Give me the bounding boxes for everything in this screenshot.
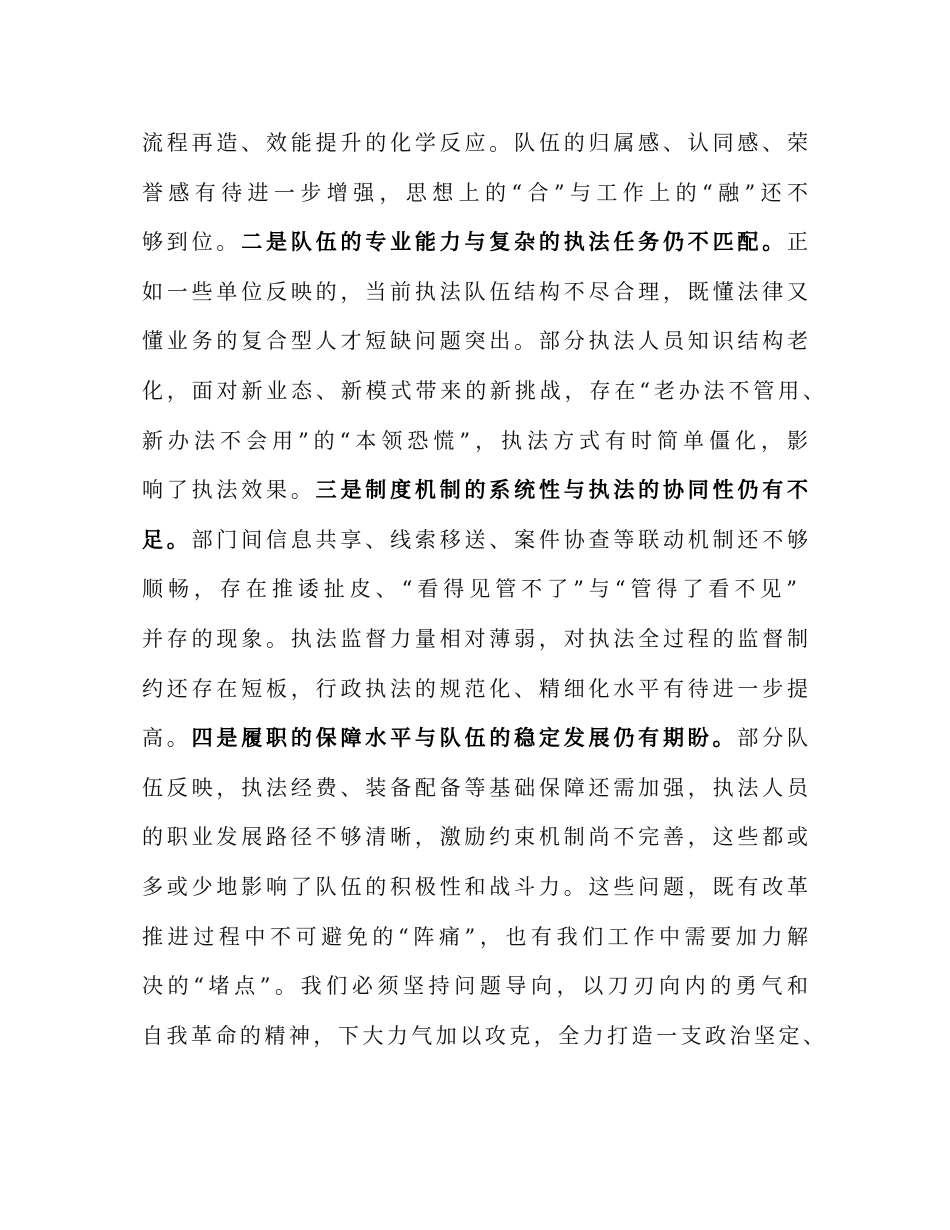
text-segment: 流程再造、效能提升的化学反应。队伍的归属感、认同感、荣 bbox=[142, 131, 808, 155]
text-segment: 响了执法效果。 bbox=[142, 478, 316, 503]
bold-heading-point-three: 三是制度机制的系统性与执法的协同性仍有不 bbox=[315, 478, 809, 503]
text-line bbox=[142, 516, 808, 566]
text-segment: 懂业务的复合型人才短缺问题突出。部分执法人员知识结构老 bbox=[142, 329, 808, 354]
text-segment: 如一些单位反映的，当前执法队伍结构不尽合理，既懂法律又 bbox=[142, 279, 808, 304]
text-line bbox=[142, 417, 808, 467]
text-line bbox=[142, 615, 808, 665]
text-line bbox=[142, 119, 808, 169]
text-line bbox=[142, 962, 808, 1012]
text-line bbox=[142, 367, 824, 417]
text-segment: 化，面对新业态、新模式带来的新挑战，存在“老办法不管用、 bbox=[142, 378, 824, 403]
text-line bbox=[142, 714, 808, 764]
text-segment: 部门间信息共享、线索移送、案件协查等联动机制还不够 bbox=[191, 527, 809, 552]
text-line bbox=[142, 1012, 824, 1062]
text-segment: 部分队 bbox=[737, 726, 809, 751]
text-segment: 决的“堵点”。我们必须坚持问题导向，以刀刃向内的勇气和 bbox=[142, 974, 808, 999]
text-line bbox=[142, 268, 808, 318]
text-segment: 高。 bbox=[142, 726, 192, 751]
text-line bbox=[142, 863, 808, 913]
text-segment: 誉感有待进一步增强，思想上的“合”与工作上的“融”还不 bbox=[142, 180, 808, 205]
text-line bbox=[142, 764, 808, 814]
text-segment: 并存的现象。执法监督力量相对薄弱，对执法全过程的监督制 bbox=[142, 626, 808, 651]
text-line bbox=[142, 466, 808, 516]
text-segment: 顺畅，存在推诿扯皮、“看得见管不了”与“管得了看不见” bbox=[142, 577, 797, 602]
text-line bbox=[142, 813, 808, 863]
text-segment: 正 bbox=[787, 230, 809, 255]
text-segment: 自我革命的精神，下大力气加以攻克，全力打造一支政治坚定、 bbox=[142, 1023, 824, 1048]
text-segment: 多或少地影响了队伍的积极性和战斗力。这些问题，既有改革 bbox=[142, 874, 808, 899]
text-segment: 约还存在短板，行政执法的规范化、精细化水平有待进一步提 bbox=[142, 676, 808, 701]
text-segment: 推进过程中不可避免的“阵痛”，也有我们工作中需要加力解 bbox=[142, 924, 808, 949]
text-segment: 伍反映，执法经费、装备配备等基础保障还需加强，执法人员 bbox=[142, 775, 808, 800]
text-line bbox=[142, 317, 808, 367]
text-line bbox=[142, 169, 808, 219]
text-line bbox=[142, 913, 808, 963]
text-segment: 新办法不会用”的“本领恐慌”，执法方式有时简单僵化，影 bbox=[142, 428, 808, 453]
text-line bbox=[142, 565, 797, 615]
text-segment: 够到位。 bbox=[142, 230, 242, 255]
text-line bbox=[142, 218, 808, 268]
text-segment: 的职业发展路径不够清晰，激励约束机制尚不完善，这些都或 bbox=[142, 825, 808, 850]
bold-heading-point-three-end: 足。 bbox=[142, 527, 192, 552]
bold-heading-point-two: 二是队伍的专业能力与复杂的执法任务仍不匹配。 bbox=[241, 230, 788, 255]
body-paragraph bbox=[142, 119, 824, 1061]
text-line bbox=[142, 665, 808, 715]
bold-heading-point-four: 四是履职的保障水平与队伍的稳定发展仍有期盼。 bbox=[191, 726, 738, 751]
